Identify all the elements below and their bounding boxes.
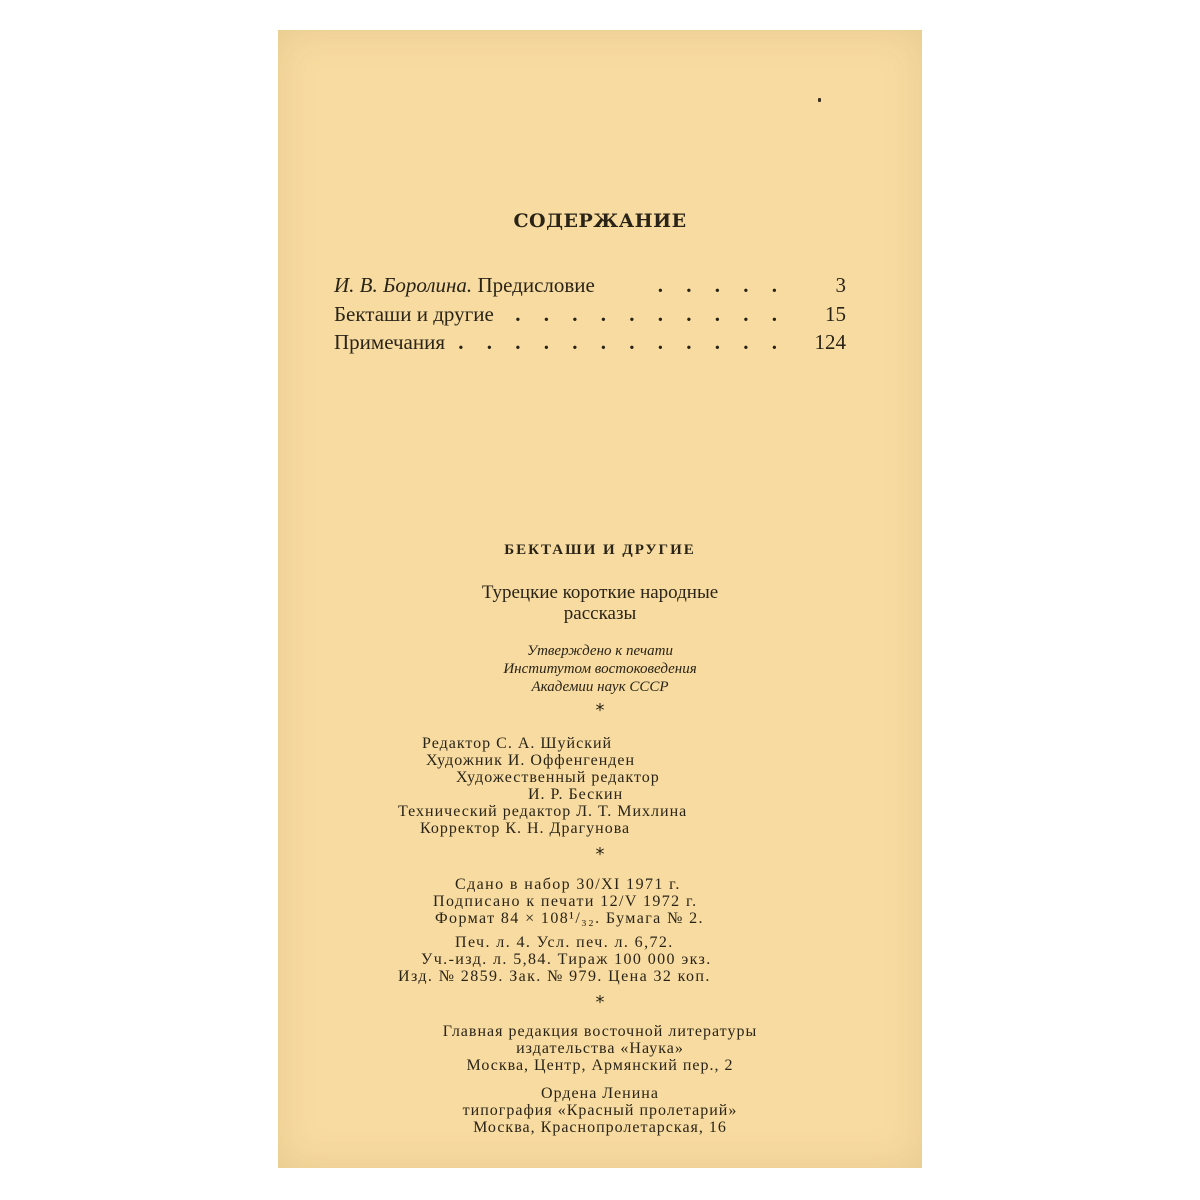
approval-note: Утверждено к печати Институтом востоковедения Академии наук СССР	[503, 643, 697, 695]
printer-line: Москва, Краснопролетарская, 16	[473, 1119, 727, 1136]
toc-page-number: 15	[825, 302, 846, 326]
book-page	[278, 30, 922, 1168]
toc-entry-notes	[334, 329, 846, 355]
separator-star: *	[595, 700, 605, 721]
credit-line: Корректор К. Н. Драгунова	[420, 820, 631, 837]
book-subtitle: Турецкие короткие народные рассказы	[481, 582, 719, 624]
printer-line: типография «Красный пролетарий»	[462, 1102, 738, 1119]
toc-entry-author: И. В. Боролина.	[334, 273, 473, 297]
book-title: БЕКТАШИ И ДРУГИЕ	[504, 542, 696, 558]
toc-page-number: 124	[814, 330, 846, 354]
toc-entry-title: Бекташи и другие	[334, 302, 494, 326]
toc-leader-dots: . . . . . . . . . .	[515, 302, 786, 326]
print-info-line: Уч.-изд. л. 5,84. Тираж 100 000 экз.	[421, 951, 712, 968]
toc-leader-dots: . . . . . . . . . . . .	[458, 330, 786, 354]
credit-line: Редактор С. А. Шуйский	[422, 735, 613, 752]
ink-speck	[818, 98, 821, 102]
toc-entry-title: И. В. Боролина. Предисловие	[334, 273, 595, 297]
toc-entry-preface	[334, 272, 846, 298]
publisher-line: Главная редакция восточной литературы	[442, 1023, 758, 1040]
toc-page-number: 3	[835, 273, 846, 297]
publisher-line: Москва, Центр, Армянский пер., 2	[466, 1057, 734, 1074]
credit-line: Художник И. Оффенгенден	[426, 752, 636, 769]
print-info-line: Подписано к печати 12/V 1972 г.	[433, 893, 698, 910]
separator-star: *	[595, 992, 605, 1013]
separator-star: *	[595, 844, 605, 865]
credit-line: И. Р. Бескин	[528, 786, 624, 803]
print-info-line: Печ. л. 4. Усл. печ. л. 6,72.	[455, 934, 674, 951]
printer-line: Ордена Ленина	[541, 1085, 659, 1102]
print-info-line: Сдано в набор 30/XI 1971 г.	[455, 876, 681, 893]
toc-heading: СОДЕРЖАНИЕ	[513, 210, 687, 232]
toc-entry-title: Примечания	[334, 330, 446, 354]
print-info-line: Формат 84 × 108¹/₃₂. Бумага № 2.	[435, 910, 704, 927]
credit-line: Технический редактор Л. Т. Михлина	[398, 803, 688, 820]
toc-leader-dots: . . . . .	[657, 273, 786, 297]
publisher-line: издательства «Наука»	[516, 1040, 684, 1057]
toc-entry-stories	[334, 301, 846, 327]
print-info-line: Изд. № 2859. Зак. № 979. Цена 32 коп.	[398, 968, 711, 985]
credit-line: Художественный редактор	[456, 769, 660, 786]
